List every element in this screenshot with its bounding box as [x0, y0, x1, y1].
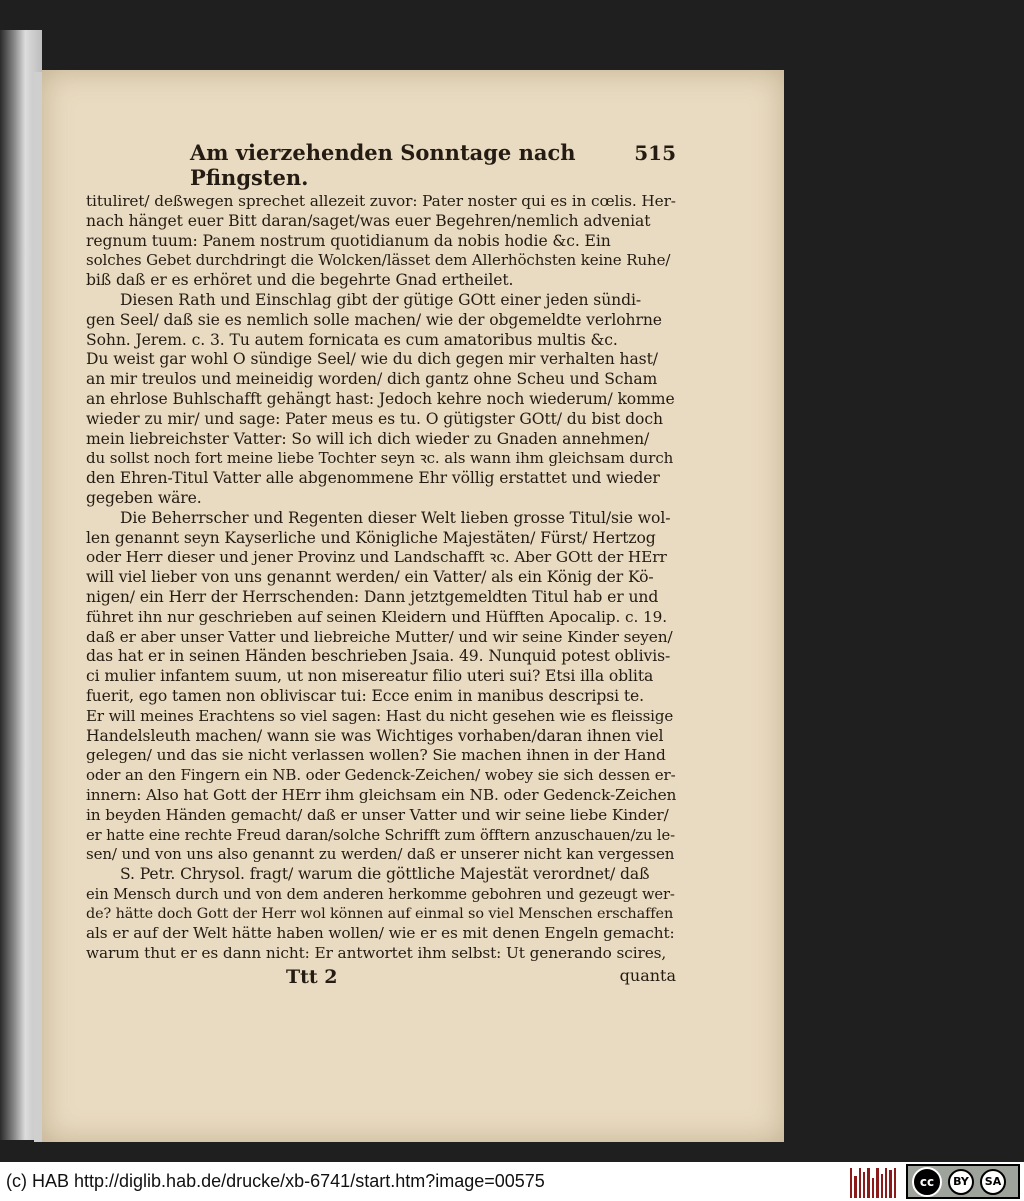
text-line: gen Seel/ daß sie es nemlich solle machen/ wie der obgemeldte verlohrne [86, 310, 662, 329]
text-line: oder Herr dieser und jener Provinz und Landschafft ꝛc. Aber GOtt der HErr [86, 548, 667, 567]
text-line: Handelsleuth machen/ wann sie was Wichtiges vorhaben/daran ihnen viel [86, 726, 664, 745]
text-line: de? hätte doch Gott der Herr wol können auf einmal so viel Menschen erschaffen [86, 905, 674, 922]
text-line: biß daß er es erhöret und die begehrte Gnad ertheilet. [86, 271, 514, 290]
text-line: sen/ und von uns also genannt zu werden/ daß er unserer nicht kan vergessen [86, 845, 675, 864]
text-line: len genannt seyn Kayserliche und Königliche Majestäten/ Fürst/ Hertzog [86, 528, 656, 547]
text-line: will viel lieber von uns genannt werden/ ein Vatter/ als ein König der Kö- [86, 568, 654, 587]
sa-icon: SA [980, 1169, 1006, 1195]
credit-text: (c) HAB http://diglib.hab.de/drucke/xb-6741/start.htm?image=00575 [6, 1171, 545, 1191]
catchword: quanta [619, 966, 676, 986]
running-head [86, 140, 676, 190]
text-line: warum thut er es dann nicht: Er antwortet ihm selbst: Ut generando scires, [86, 944, 667, 963]
text-line: Diesen Rath und Einschlag gibt der gütige GOtt einer jeden sündi- [120, 290, 642, 309]
text-line: daß er aber unser Vatter und liebreiche Mutter/ und wir seine Kinder seyen/ [86, 627, 673, 646]
text-line: Er will meines Erachtens so viel sagen: Hast du nicht gesehen wie es fleissige [86, 706, 674, 725]
text-line: an ehrlose Buhlschafft gehängt hast: Jedoch kehre noch wiederum/ komme [86, 389, 675, 408]
page-number: 515 [634, 141, 676, 165]
text-line: fuerit, ego tamen non obliviscar tui: Ecce enim in manibus descripsi te. [86, 686, 645, 705]
text-line: nigen/ ein Herr der Herrschenden: Dann jetztgemeldten Titul hab er und [86, 587, 659, 606]
text-line: Die Beherrscher und Regenten dieser Welt lieben grosse Titul/sie wol- [120, 508, 671, 527]
page-text-block [86, 140, 676, 988]
cc-license-badge[interactable] [906, 1164, 1020, 1199]
signature-mark: Ttt 2 [286, 966, 338, 989]
text-line: wieder zu mir/ und sage: Pater meus es tu. O gütigster GOtt/ du bist doch [86, 409, 663, 428]
text-line: oder an den Fingern ein NB. oder Gedenck-Zeichen/ wobey sie sich dessen er- [86, 766, 676, 785]
text-line: in beyden Händen gemacht/ daß er unser Vatter und wir seine liebe Kinder/ [86, 805, 669, 824]
text-line: innern: Also hat Gott der HErr ihm gleichsam ein NB. oder Gedenck-Zeichen [86, 785, 676, 804]
text-line: solches Gebet durchdringt die Wolcken/lässet dem Allerhöchsten keine Ruhe/ [86, 251, 671, 270]
text-line: S. Petr. Chrysol. fragt/ warum die göttliche Majestät verordnet/ daß [120, 865, 650, 884]
text-line: du sollst noch fort meine liebe Tochter seyn ꝛc. als wann ihm gleichsam durch [86, 449, 674, 468]
text-line: das hat er in seinen Händen beschrieben Jsaia. 49. Nunquid potest oblivis- [86, 647, 671, 666]
page-footer [86, 966, 676, 988]
text-line: nach hänget euer Bitt daran/saget/was euer Begehren/nemlich adveniat [86, 211, 651, 230]
text-line: regnum tuum: Panem nostrum quotidianum da nobis hodie &c. Ein [86, 231, 611, 250]
text-line: mein liebreichster Vatter: So will ich dich wieder zu Gnaden annehmen/ [86, 429, 650, 448]
cc-icon: cc [912, 1167, 942, 1197]
text-line: an mir treulos und meineidig worden/ dich gantz ohne Scheu und Scham [86, 370, 658, 389]
text-line: ci mulier infantem suum, ut non misereatur filio uteri sui? Etsi illa oblita [86, 667, 654, 686]
text-line: als er auf der Welt hätte haben wollen/ wie er es mit denen Engeln gemacht: [86, 924, 675, 943]
running-head-title: Am vierzehenden Sonntage nach Pfingsten. [190, 140, 576, 190]
by-icon: BY [948, 1169, 974, 1195]
text-line: Sohn. Jerem. c. 3. Tu autem fornicata es cum amatoribus multis &c. [86, 330, 618, 349]
text-line: führet ihn nur geschrieben auf seinen Kleidern und Hüfften Apocalip. c. 19. [86, 607, 667, 626]
text-line: gelegen/ und das sie nicht verlassen wollen? Sie machen ihnen in der Hand [86, 746, 666, 765]
text-line: gegeben wäre. [86, 488, 202, 507]
text-line: Du weist gar wohl O sündige Seel/ wie du dich gegen mir verhalten hast/ [86, 350, 658, 369]
text-line: tituliret/ deßwegen sprechet allezeit zuvor: Pater noster qui es in cœlis. Her- [86, 192, 676, 210]
hab-logo-icon [850, 1166, 896, 1198]
text-line: er hatte eine rechte Freud daran/solche Schrifft zum öfftern anzuschauen/zu le- [86, 826, 675, 844]
text-line: ein Mensch durch und von dem anderen herkomme gebohren und gezeugt wer- [86, 885, 675, 903]
text-line: den Ehren-Titul Vatter alle abgenommene Ehr völlig erstattet und wieder [86, 469, 660, 488]
body-text [86, 192, 676, 964]
